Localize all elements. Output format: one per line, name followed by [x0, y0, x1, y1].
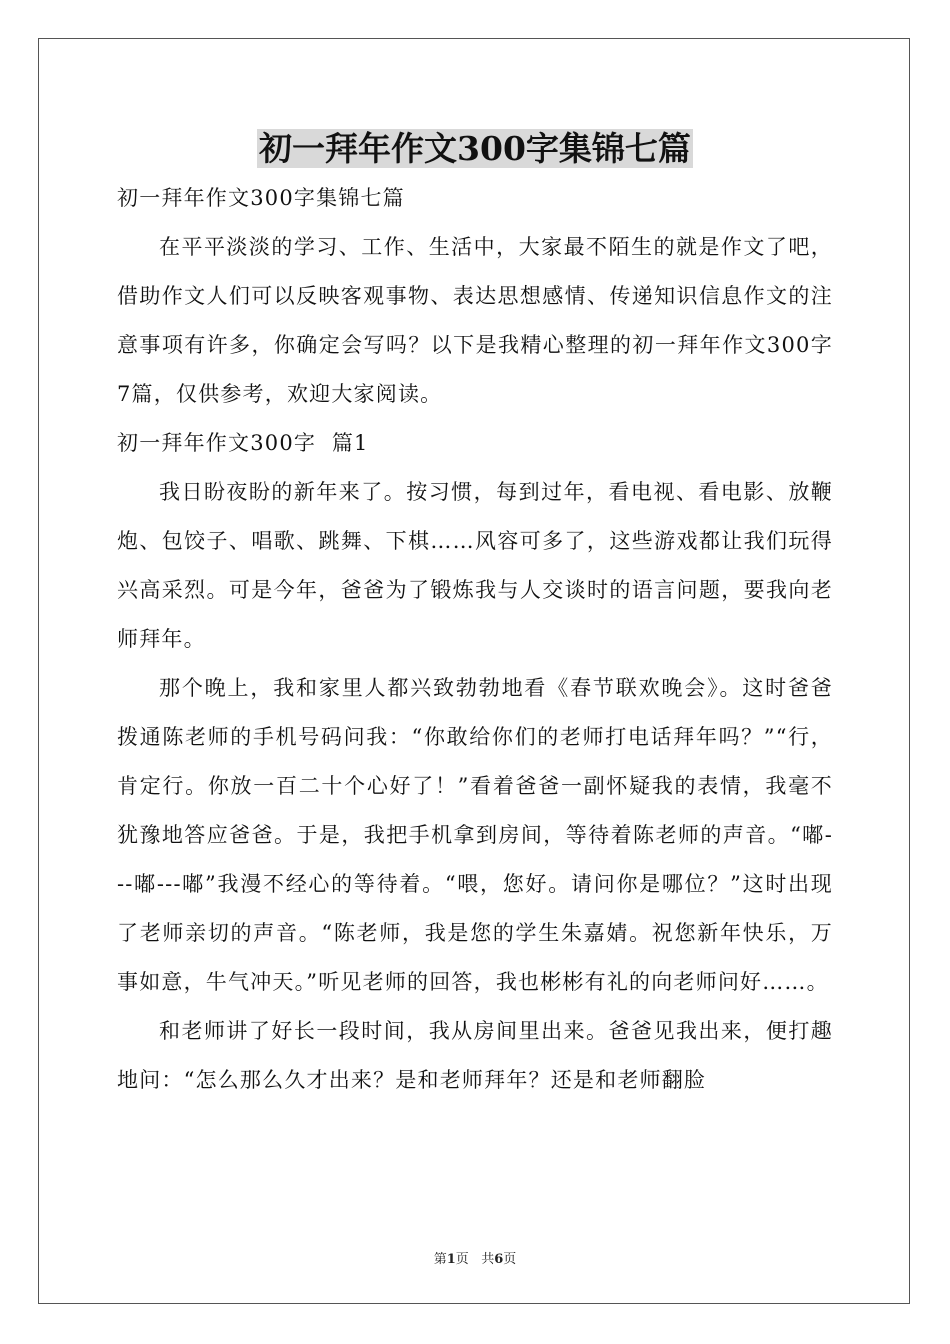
- section-heading: 初一拜年作文300字 篇1: [117, 431, 369, 455]
- footer-page-number: 1: [446, 1252, 456, 1267]
- body-paragraph-1: 我日盼夜盼的新年来了。按习惯，每到过年，看电视、看电影、放鞭炮、包饺子、唱歌、跳舞、下棋……风容可多了，这些游戏都让我们玩得兴高采烈。可是今年，爸爸为了锻炼我与人交谈时的语言问题，要我向老师拜年。: [117, 480, 833, 651]
- document-title: [0, 124, 950, 174]
- footer-total-prefix: 共: [481, 1252, 495, 1267]
- footer-total-suffix: 页: [503, 1252, 517, 1267]
- document-subtitle: 初一拜年作文300字集锦七篇: [117, 186, 405, 210]
- document-body: [117, 174, 833, 1105]
- body-paragraph-3: 和老师讲了好长一段时间，我从房间里出来。爸爸见我出来，便打趣地问：“怎么那么久才出来？是和老师拜年？还是和老师翻脸: [117, 1019, 833, 1092]
- footer-total-pages: 6: [494, 1252, 504, 1267]
- page-footer: [0, 1248, 950, 1267]
- intro-paragraph: 在平平淡淡的学习、工作、生活中，大家最不陌生的就是作文了吧，借助作文人们可以反映客观事物、表达思想感情、传递知识信息作文的注意事项有许多，你确定会写吗？以下是我精心整理的初一拜年作文300字7篇，仅供参考，欢迎大家阅读。: [117, 235, 833, 406]
- footer-page-prefix: 第: [433, 1252, 447, 1267]
- document-title-text: 初一拜年作文300字集锦七篇: [259, 129, 691, 168]
- footer-page-suffix: 页: [455, 1252, 469, 1267]
- body-paragraph-2: 那个晚上，我和家里人都兴致勃勃地看《春节联欢晚会》。这时爸爸拨通陈老师的手机号码问我：“你敢给你们的老师打电话拜年吗？”“行，肯定行。你放一百二十个心好了！”看着爸爸一副怀疑我的表情，我毫不犹豫地答应爸爸。于是，我把手机拿到房间，等待着陈老师的声音。“嘟---嘟---嘟”我漫不经心的等待着。“喂，您好。请问你是哪位？”这时出现了老师亲切的声音。“陈老师，我是您的学生朱嘉婧。祝您新年快乐，万事如意，牛气冲天。”听见老师的回答，我也彬彬有礼的向老师问好……。: [117, 676, 833, 994]
